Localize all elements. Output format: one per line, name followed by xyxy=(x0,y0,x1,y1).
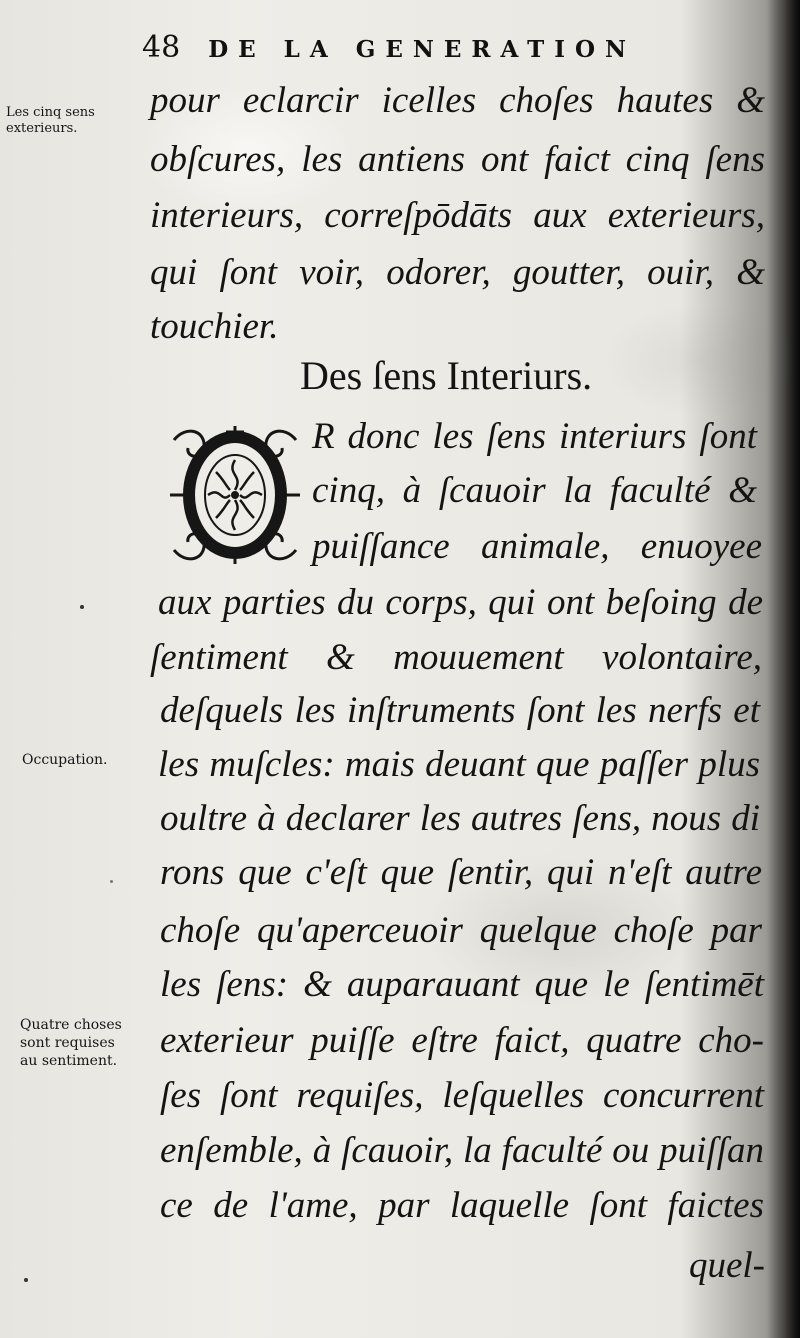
text-line: ſentiment & mouuement volontaire, xyxy=(150,637,762,678)
text-line: puiſſance animale, enuoyee xyxy=(312,526,762,567)
text-line: les ſens: & auparauant que le ſentimēt xyxy=(160,964,764,1005)
text-line: ce de l'ame, par laquelle ſont faictes xyxy=(160,1185,764,1226)
ornament-icon xyxy=(166,420,304,570)
text-line: oultre à declarer les autres ſens, nous di xyxy=(160,798,760,839)
text-line: cinq, à ſcauoir la faculté & xyxy=(312,470,757,511)
text-line: exterieur puiſſe eſtre faict, quatre cho- xyxy=(160,1020,764,1061)
text-line: R donc les ſens interiurs ſont xyxy=(312,416,757,457)
margin-note-line: Quatre choses xyxy=(20,1017,122,1033)
margin-note-quatre-choses xyxy=(20,1016,122,1070)
text-line: enſemble, à ſcauoir, la faculté ou puiſſan xyxy=(160,1130,764,1171)
text-line: les muſcles: mais deuant que paſſer plus xyxy=(158,744,760,785)
margin-note-sens-exterieurs xyxy=(6,105,95,137)
paper-speck xyxy=(24,1278,28,1282)
text-line: interieurs, correſpōdāts aux exterieurs, xyxy=(150,195,765,236)
margin-note-line: Les cinq sens xyxy=(6,105,95,120)
text-line: choſe qu'aperceuoir quelque choſe par xyxy=(160,910,762,951)
running-title: DE LA GENERATION xyxy=(208,36,637,63)
page-edge-shadow xyxy=(766,0,800,1338)
margin-note-line: exterieurs. xyxy=(6,121,78,136)
decorated-initial xyxy=(166,420,304,570)
margin-note-line: Occupation. xyxy=(22,752,108,768)
text-line: deſquels les inſtruments ſont les nerfs et xyxy=(160,690,760,731)
margin-note-line: sont requises xyxy=(20,1035,115,1051)
text-line: touchier. xyxy=(150,306,279,347)
page-number: 48 xyxy=(142,30,181,65)
margin-note-occupation xyxy=(22,752,107,768)
running-head xyxy=(142,30,662,65)
text-line: qui ſont voir, odorer, goutter, ouir, & xyxy=(150,252,765,293)
margin-note-line: au sentiment. xyxy=(20,1053,118,1069)
section-heading: Des ſens Interiurs. xyxy=(300,353,593,398)
text-line: obſcures, les antiens ont faict cinq ſens xyxy=(150,139,765,180)
text-line: pour eclarcir icelles choſes hautes & xyxy=(150,80,765,121)
text-line: rons que c'eſt que ſentir, qui n'eſt autre xyxy=(160,852,762,893)
paper-speck xyxy=(110,880,113,883)
catchword: quel- xyxy=(688,1245,765,1286)
paper-speck xyxy=(80,605,84,609)
text-line: ſes ſont requiſes, leſquelles concurrent xyxy=(160,1075,764,1116)
text-line: aux parties du corps, qui ont beſoing de xyxy=(158,582,763,623)
